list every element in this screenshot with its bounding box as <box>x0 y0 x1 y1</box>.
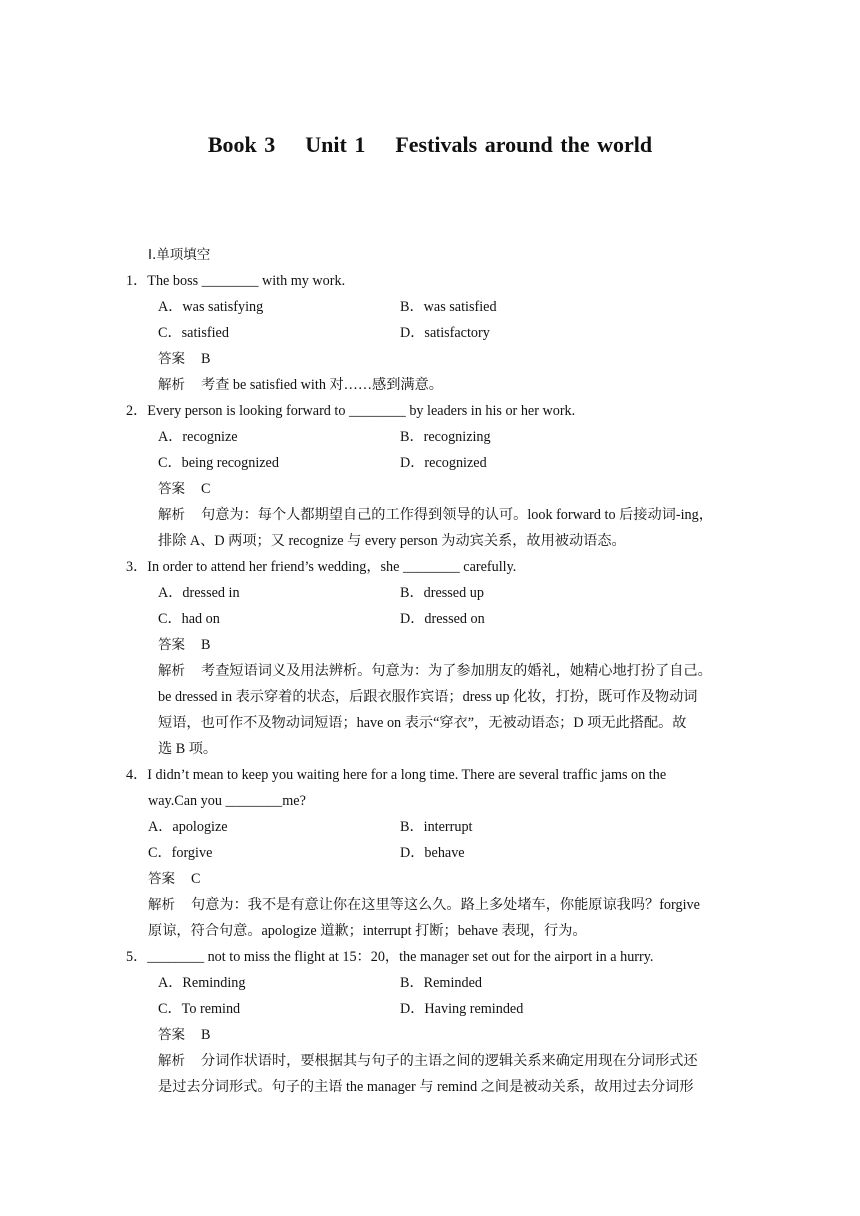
q3-option-d: D．dressed on <box>400 611 485 627</box>
section-heading: Ⅰ.单项填空 <box>148 247 211 263</box>
q1-option-d: D．satisfactory <box>400 325 490 341</box>
q4-explanation <box>148 896 700 914</box>
answer-label: 答案 <box>158 351 185 367</box>
question-4-stem-line-2: way.Can you ________me? <box>148 793 306 809</box>
q5-option-a: A．Reminding <box>158 975 246 991</box>
explanation-label: 解析 <box>148 897 175 913</box>
q4-option-c: C．forgive <box>148 845 213 861</box>
explanation-text: 句意为：每个人都期望自己的工作得到领导的认可。look forward to 后接动词-ing， <box>201 507 713 523</box>
explanation-label: 解析 <box>158 1053 185 1069</box>
answer-value: C <box>201 481 211 497</box>
explanation-text: 考查 be satisfied with 对……感到满意。 <box>201 377 443 393</box>
q3-explanation-line-4: 选 B 项。 <box>158 741 218 757</box>
explanation-label: 解析 <box>158 507 185 523</box>
explanation-label: 解析 <box>158 377 185 393</box>
q4-answer <box>148 870 200 888</box>
q3-option-c: C．had on <box>158 611 220 627</box>
answer-label: 答案 <box>158 481 185 497</box>
q5-answer <box>158 1026 210 1044</box>
answer-label: 答案 <box>158 637 185 653</box>
q1-answer <box>158 350 210 368</box>
q4-option-d: D．behave <box>400 845 465 861</box>
q1-option-a: A．was satisfying <box>158 299 264 315</box>
q3-explanation-line-2: be dressed in 表示穿着的状态，后跟衣服作宾语；dress up 化妆，打扮，既可作及物动词 <box>158 689 698 705</box>
question-3-stem: 3．In order to attend her friend’s wedding，she ________ carefully. <box>126 559 517 575</box>
q2-option-a: A．recognize <box>158 429 238 445</box>
q1-option-c: C．satisfied <box>158 325 229 341</box>
q2-option-b: B．recognizing <box>400 429 491 445</box>
q5-option-b: B．Reminded <box>400 975 482 991</box>
q5-option-c: C．To remind <box>158 1001 241 1017</box>
q3-explanation <box>158 662 712 680</box>
answer-label: 答案 <box>158 1027 185 1043</box>
answer-value: B <box>201 637 211 653</box>
q5-explanation <box>158 1052 698 1070</box>
explanation-text: 句意为：我不是有意让你在这里等这么久。路上多处堵车，你能原谅我吗？forgive <box>191 897 700 913</box>
q3-option-b: B．dressed up <box>400 585 484 601</box>
q3-answer <box>158 636 210 654</box>
explanation-text: 考查短语词义及用法辨析。句意为：为了参加朋友的婚礼，她精心地打扮了自己。 <box>201 663 712 679</box>
question-1-stem: 1．The boss ________ with my work. <box>126 273 346 289</box>
answer-value: B <box>201 1027 211 1043</box>
q2-answer <box>158 480 210 498</box>
q2-option-c: C．being recognized <box>158 455 279 471</box>
q3-option-a: A．dressed in <box>158 585 240 601</box>
q2-option-d: D．recognized <box>400 455 487 471</box>
page-title: Book 3 Unit 1 Festivals around the world <box>207 132 653 157</box>
explanation-label: 解析 <box>158 663 185 679</box>
q3-explanation-line-3: 短语，也可作不及物动词短语；have on 表示“穿衣”，无被动语态；D 项无此搭配。故 <box>158 715 687 731</box>
q2-explanation <box>158 506 713 524</box>
explanation-text: 分词作状语时，要根据其与句子的主语之间的逻辑关系来确定用现在分词形式还 <box>201 1053 698 1069</box>
q4-option-b: B．interrupt <box>400 819 473 835</box>
question-5-stem: 5．________ not to miss the flight at 15：20，the manager set out for the airport in a hurry. <box>126 949 654 965</box>
answer-label: 答案 <box>148 871 175 887</box>
q1-option-b: B．was satisfied <box>400 299 497 315</box>
answer-value: B <box>201 351 211 367</box>
q4-option-a: A．apologize <box>148 819 228 835</box>
q5-option-d: D．Having reminded <box>400 1001 524 1017</box>
q4-explanation-line-2: 原谅，符合句意。apologize 道歉；interrupt 打断；behave 表现，行为。 <box>148 923 587 939</box>
q2-explanation-line-2: 排除 A、D 两项；又 recognize 与 every person 为动宾关系，故用被动语态。 <box>158 533 626 549</box>
q1-explanation <box>158 376 443 394</box>
question-4-stem: 4．I didn’t mean to keep you waiting here for a long time. There are several traffic jams on the <box>126 767 667 783</box>
q5-explanation-line-2: 是过去分词形式。句子的主语 the manager 与 remind 之间是被动关系，故用过去分词形 <box>158 1079 694 1095</box>
question-2-stem: 2．Every person is looking forward to ________ by leaders in his or her work. <box>126 403 576 419</box>
answer-value: C <box>191 871 201 887</box>
